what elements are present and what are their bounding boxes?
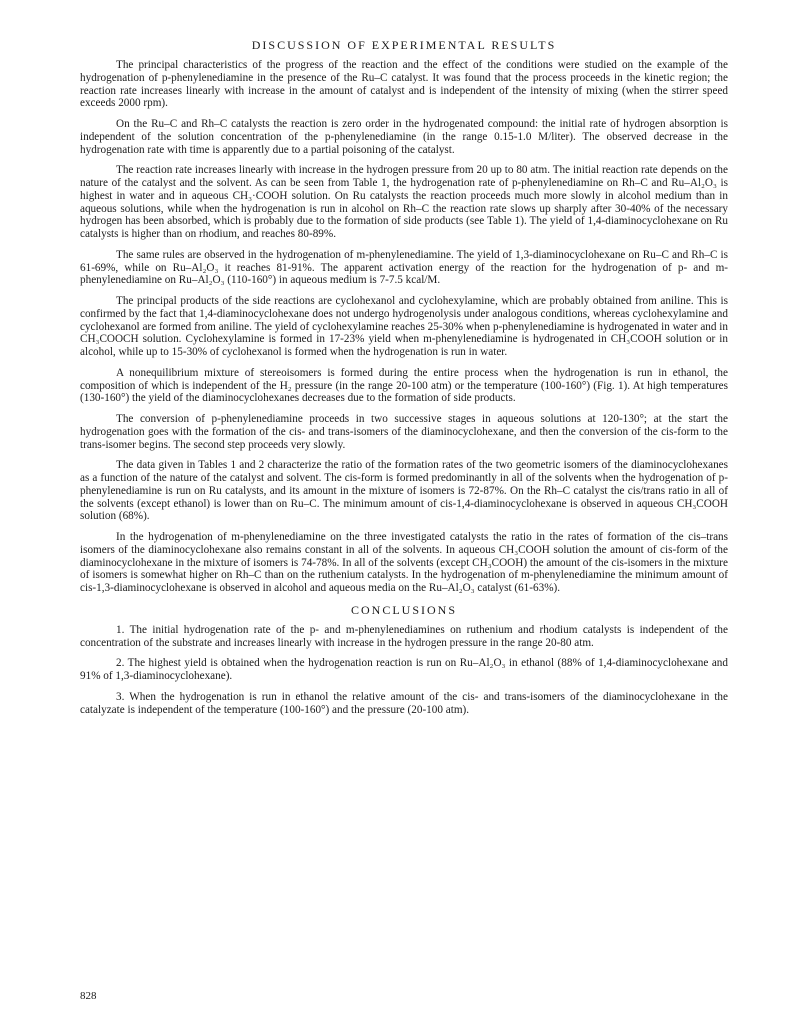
paragraph: The data given in Tables 1 and 2 characterize the ratio of the formation rates of the two geometric isomers of the diaminocyclohexanes as a function of the nature of the catalyst and solvent. The cis-form is formed predominantly in all of the solvents when the hydrogenation of p-phenylenediamine is run on Ru catalysts, and its amount in the mixture of isomers is 72-87%. On the Rh–C catalyst the cis/trans ratio in all of the solvents (except ethanol) is lower than on Ru–C. The minimum amount of cis-1,4-diaminocyclohexane is observed in aqueous CH₃COOH solution (68%). — [80, 459, 728, 523]
section-heading-discussion: DISCUSSION OF EXPERIMENTAL RESULTS — [251, 38, 557, 52]
paragraph: In the hydrogenation of m-phenylenediamine on the three investigated catalysts the ratio in the rates of formation of the cis–trans isomers of the diaminocyclohexane also remains constant in all of the solvents. In aqueous CH₃COOH solution the amount of cis-form of the diaminocyclohexane in the mixture of isomers is 74-78%. In all of the solvents (except CH₃COOH) the amount of the cis-isomers in the mixture of isomers is somewhat higher on Rh–C than on the ruthenium catalysts. In the hydrogenation of m-phenylenediamine the minimum amount of cis-1,3-diaminocyclohexane is observed in alcohol and aqueous media on the Ru–Al₂O₃ catalyst (61-63%). — [80, 531, 728, 594]
paragraph: A nonequilibrium mixture of stereoisomers is formed during the entire process when the hydrogenation is run in ethanol, the composition of which is independent of the H₂ pressure (in the range 20-100 atm) or the temperature (100-160°) (Fig. 1). At high temperatures (130-160°) the yield of the diaminocyclohexanes decreases due to the formation of side products. — [80, 366, 728, 405]
paragraph: The principal products of the side reactions are cyclohexanol and cyclohexylamine, which are probably obtained from aniline. This is confirmed by the fact that 1,4-diaminocyclohexane does not undergo hydrogenolysis under analogous conditions, whereas cyclohexylamine and cyclohexanol are formed from aniline. The yield of cyclohexylamine reaches 25-30% when p-phenylenediamine is hydrogenated in water and in CH₃COOCH solution. Cyclohexylamine is formed in 17-23% yield when m-phenylenediamine is hydrogenated in CH₃COOH solution or in alcohol, while up to 15-30% of cyclohexanol is formed when the hydrogenation is run in water. — [80, 295, 728, 358]
paragraph: The reaction rate increases linearly with increase in the hydrogen pressure from 20 up to 80 atm. The initial reaction rate depends on the nature of the catalyst and the solvent. As can be seen from Table 1, the hydrogenation rate of p-phenylenediamine on Rh–C and Ru–Al₂O₃ is highest in water and in aqueous CH₃·COOH solution. On Ru catalysts the reaction proceeds much more slowly in alcohol medium than in aqueous solutions, while when the hydrogenation is run in alcohol on Rh–C the reaction rate slows up sharply after 30-40% of the necessary hydrogen has been absorbed, which is probably due to the formation of side products (see Table 1). The yield of 1,4-diaminocyclohexane on Ru catalysts is higher than on rhodium, and reaches 80-89%. — [80, 164, 728, 240]
paragraph: The conversion of p-phenylenediamine proceeds in two successive stages in aqueous solutions at 120-130°; at the start the hydrogenation goes with the formation of the cis- and trans-isomers of the diaminocyclohexane, and then the conversion of the cis-form to the trans-isomer begins. The second step proceeds very slowly. — [80, 413, 728, 451]
paragraph: On the Ru–C and Rh–C catalysts the reaction is zero order in the hydrogenated compound: the initial rate of hydrogen absorption is independent of the solution concentration of the p-phenylenediamine (in the range 0.15-1.0 M/liter). The observed decrease in the hydrogenation rate with time is apparently due to a partial poisoning of the catalyst. — [80, 118, 728, 156]
conclusion-item: 2. The highest yield is obtained when the hydrogenation reaction is run on Ru–Al₂O₃ in ethanol (88% of 1,4-diaminocyclohexane and 91% of 1,3-diaminocyclohexane). — [80, 657, 728, 682]
paragraph: The principal characteristics of the progress of the reaction and the effect of the conditions were studied on the example of the hydrogenation of p-phenylenediamine in the presence of the Ru–C catalyst. It was found that the process proceeds in the kinetic region; the reaction rate increases linearly with increase in the amount of catalyst and is independent of the intensity of mixing (when the stirrer speed exceeds 2000 rpm). — [80, 59, 728, 110]
conclusion-item: 1. The initial hydrogenation rate of the p- and m-phenylenediamines on ruthenium and rhodium catalysts is independent of the concentration of the substrate and increases linearly with increase in the hydrogen pressure in the range 20-80 atm. — [80, 623, 728, 649]
section-heading-conclusions: CONCLUSIONS — [350, 602, 457, 617]
conclusion-item: 3. When the hydrogenation is run in ethanol the relative amount of the cis- and trans-isomers of the diaminocyclohexane in the catalyzate is independent of the temperature (100-160°) and the pressure (20-100 atm). — [80, 690, 728, 716]
paragraph: The same rules are observed in the hydrogenation of m-phenylenediamine. The yield of 1,3-diaminocyclohexane on Ru–C and Rh–C is 61-69%, while on Ru–Al₂O₃ it reaches 81-91%. The apparent activation energy of the reaction for the hydrogenation of p- and m-phenylenediamine on Ru–Al₂O₃ (110-160°) in aqueous medium is 7-7.5 kcal/M. — [80, 248, 728, 287]
page-content — [80, 38, 728, 724]
page-number: 828 — [80, 990, 97, 1002]
